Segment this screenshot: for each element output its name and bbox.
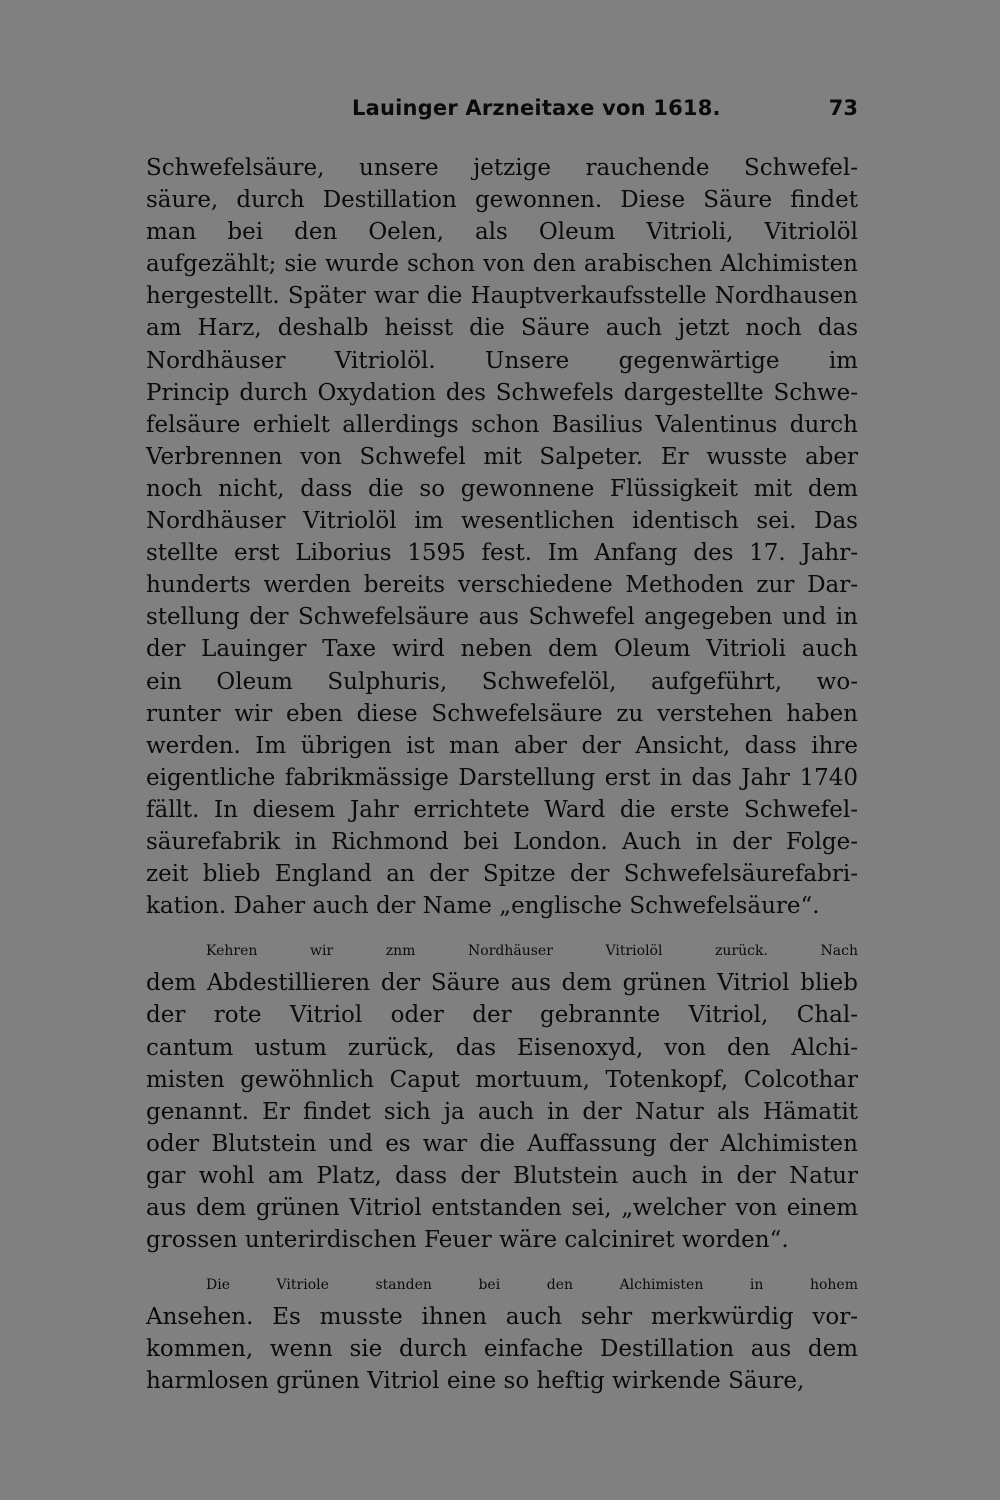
text-line: säurefabrik in Richmond bei London. Auch in der Folge- bbox=[146, 828, 858, 855]
text-line: Verbrennen von Schwefel mit Salpeter. Er wusste aber bbox=[146, 443, 858, 470]
text-line: am Harz, deshalb heisst die Säure auch jetzt noch das bbox=[146, 315, 858, 342]
text-line: gar wohl am Platz, dass der Blutstein auch in der Natur bbox=[146, 1162, 858, 1189]
text-line: genannt. Er findet sich ja auch in der Natur als Hämatit bbox=[146, 1098, 858, 1125]
text-line: ein Oleum Sulphuris, Schwefelöl, aufgeführt, wo- bbox=[146, 668, 858, 695]
text-line: harmlosen grünen Vitriol eine so heftig wirkende Säure, bbox=[146, 1368, 805, 1395]
text-line: oder Blutstein und es war die Auffassung der Alchimisten bbox=[146, 1130, 858, 1157]
text-line: kommen, wenn sie durch einfache Destillation aus dem bbox=[146, 1336, 858, 1363]
text-line: Ansehen. Es musste ihnen auch sehr merkwürdig vor- bbox=[146, 1304, 858, 1331]
text-line: Die Vitriole standen bei den Alchimisten in hohem bbox=[206, 1277, 858, 1294]
text-line: Nordhäuser Vitriolöl im wesentlichen identisch sei. Das bbox=[146, 508, 858, 535]
text-line: Nordhäuser Vitriolöl. Unsere gegenwärtige im bbox=[146, 347, 858, 374]
text-line: Princip durch Oxydation des Schwefels dargestellte Schwe- bbox=[146, 379, 858, 406]
page-number: 73 bbox=[828, 96, 858, 120]
text-line: der rote Vitriol oder der gebrannte Vitriol, Chal- bbox=[146, 1002, 858, 1029]
paragraph bbox=[146, 935, 858, 1256]
text-line: Kehren wir znm Nordhäuser Vitriolöl zurück. Nach bbox=[206, 943, 858, 960]
text-line: felsäure erhielt allerdings schon Basilius Valentinus durch bbox=[146, 411, 858, 438]
paragraph bbox=[146, 152, 858, 922]
text-line: hunderts werden bereits verschiedene Methoden zur Dar- bbox=[146, 572, 858, 599]
text-line: misten gewöhnlich Caput mortuum, Totenkopf, Colcothar bbox=[146, 1066, 858, 1093]
text-line: cantum ustum zurück, das Eisenoxyd, von den Alchi- bbox=[146, 1034, 858, 1061]
text-line: kation. Daher auch der Name „englische Schwefelsäure“. bbox=[146, 893, 820, 920]
text-line: runter wir eben diese Schwefelsäure zu verstehen haben bbox=[146, 700, 858, 727]
text-line: säure, durch Destillation gewonnen. Diese Säure findet bbox=[146, 187, 858, 214]
text-line: noch nicht, dass die so gewonnene Flüssigkeit mit dem bbox=[146, 475, 858, 502]
text-line: eigentliche fabrikmässige Darstellung erst in das Jahr 1740 bbox=[146, 764, 858, 791]
body-text bbox=[146, 152, 858, 1398]
text-line: man bei den Oelen, als Oleum Vitrioli, Vitriolöl bbox=[146, 219, 858, 246]
text-line: aus dem grünen Vitriol entstanden sei, „welcher von einem bbox=[146, 1195, 858, 1221]
text-line: stellung der Schwefelsäure aus Schwefel angegeben und in bbox=[146, 604, 858, 631]
text-line: der Lauinger Taxe wird neben dem Oleum Vitrioli auch bbox=[146, 636, 858, 663]
text-line: werden. Im übrigen ist man aber der Ansicht, dass ihre bbox=[146, 732, 858, 759]
running-title: Lauinger Arzneitaxe von 1618. bbox=[352, 96, 721, 120]
text-line: stellte erst Liborius 1595 fest. Im Anfang des 17. Jahr- bbox=[146, 540, 858, 567]
text-line: aufgezählt; sie wurde schon von den arabischen Alchimisten bbox=[146, 251, 858, 278]
text-line: fällt. In diesem Jahr errichtete Ward die erste Schwefel- bbox=[146, 796, 858, 823]
text-line: grossen unterirdischen Feuer wäre calciniret worden“. bbox=[146, 1227, 789, 1254]
text-line: Schwefelsäure, unsere jetzige rauchende Schwefel- bbox=[146, 155, 858, 181]
running-header bbox=[146, 96, 858, 132]
paragraph bbox=[146, 1269, 858, 1397]
text-line: dem Abdestillieren der Säure aus dem grünen Vitriol blieb bbox=[146, 970, 858, 997]
text-line: zeit blieb England an der Spitze der Schwefelsäurefabri- bbox=[146, 861, 858, 888]
text-line: hergestellt. Später war die Hauptverkaufsstelle Nordhausen bbox=[146, 283, 858, 310]
